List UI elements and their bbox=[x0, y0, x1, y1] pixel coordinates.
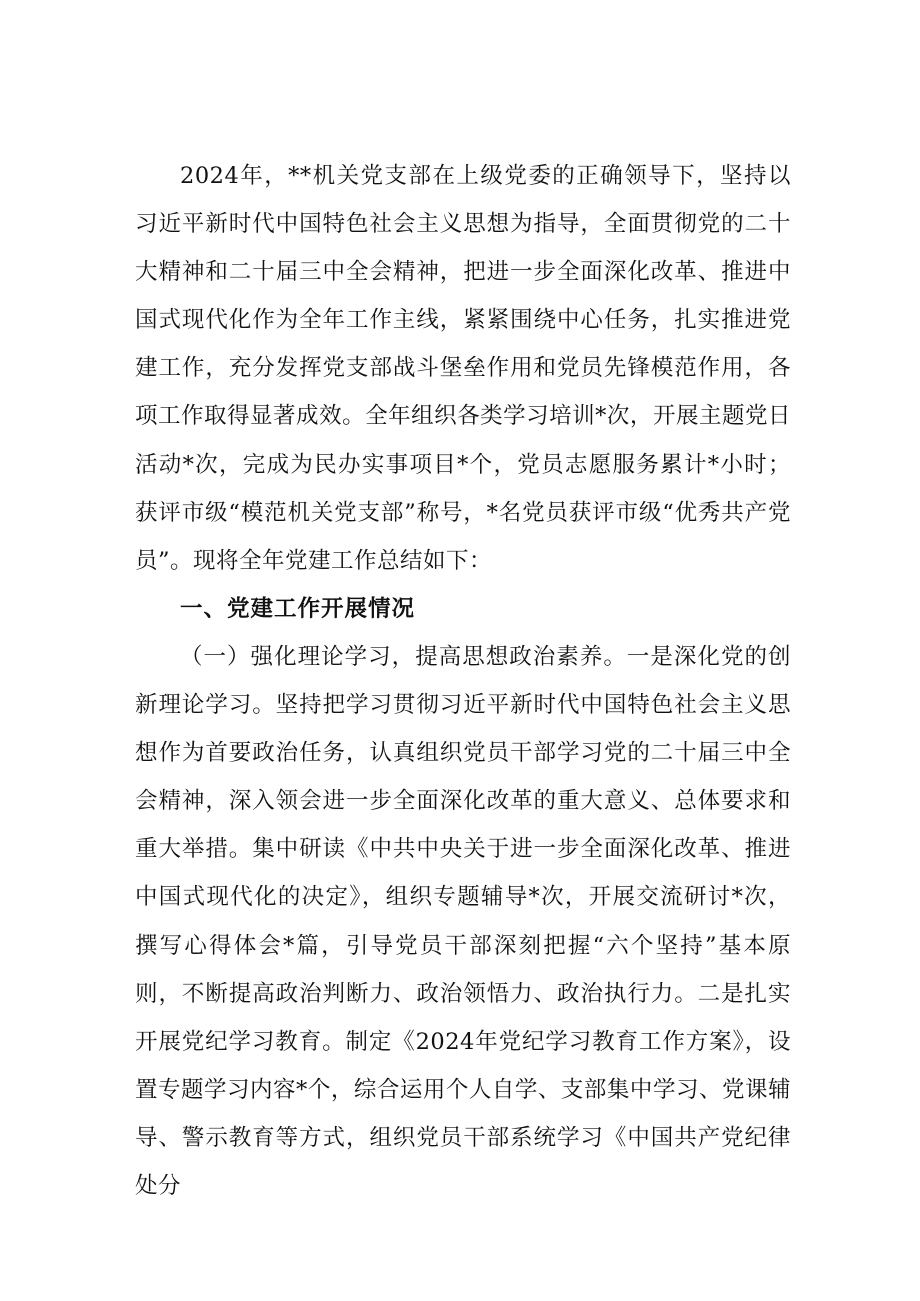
document-body bbox=[135, 152, 791, 1210]
section-heading: 一、党建工作开展情况 bbox=[180, 595, 416, 622]
section-paragraph: （一）强化理论学习，提高思想政治素养。一是深化党的创新理论学习。坚持把学习贯彻习近平新时代中国特色社会主义思想作为首要政治任务，认真组织党员干部学习党的二十届三中全会精神，深入领会进一步全面深化改革的重大意义、总体要求和重大举措。集中研读《中共中央关于进一步全面深化改革、推进中国式现代化的决定》，组织专题辅导*次，开展交流研讨*次，撰写心得体会*篇，引导党员干部深刻把握“六个坚持”基本原则，不断提高政治判断力、政治领悟力、政治执行力。二是扎实开展党纪学习教育。制定《2024年党纪学习教育工作方案》，设置专题学习内容*个，综合运用个人自学、支部集中学习、党课辅导、警示教育等方式，组织党员干部系统学习《中国共产党纪律处分 bbox=[135, 643, 791, 1199]
intro-paragraph: 2024年，**机关党支部在上级党委的正确领导下，坚持以习近平新时代中国特色社会主义思想为指导，全面贯彻党的二十大精神和二十届三中全会精神，把进一步全面深化改革、推进中国式现代化作为全年工作主线，紧紧围绕中心任务，扎实推进党建工作，充分发挥党支部战斗堡垒作用和党员先锋模范作用，各项工作取得显著成效。全年组织各类学习培训*次，开展主题党日活动*次，完成为民办实事项目*个，党员志愿服务累计*小时；获评市级“模范机关党支部”称号，*名党员获评市级“优秀共产党员”。现将全年党建工作总结如下： bbox=[135, 163, 791, 574]
